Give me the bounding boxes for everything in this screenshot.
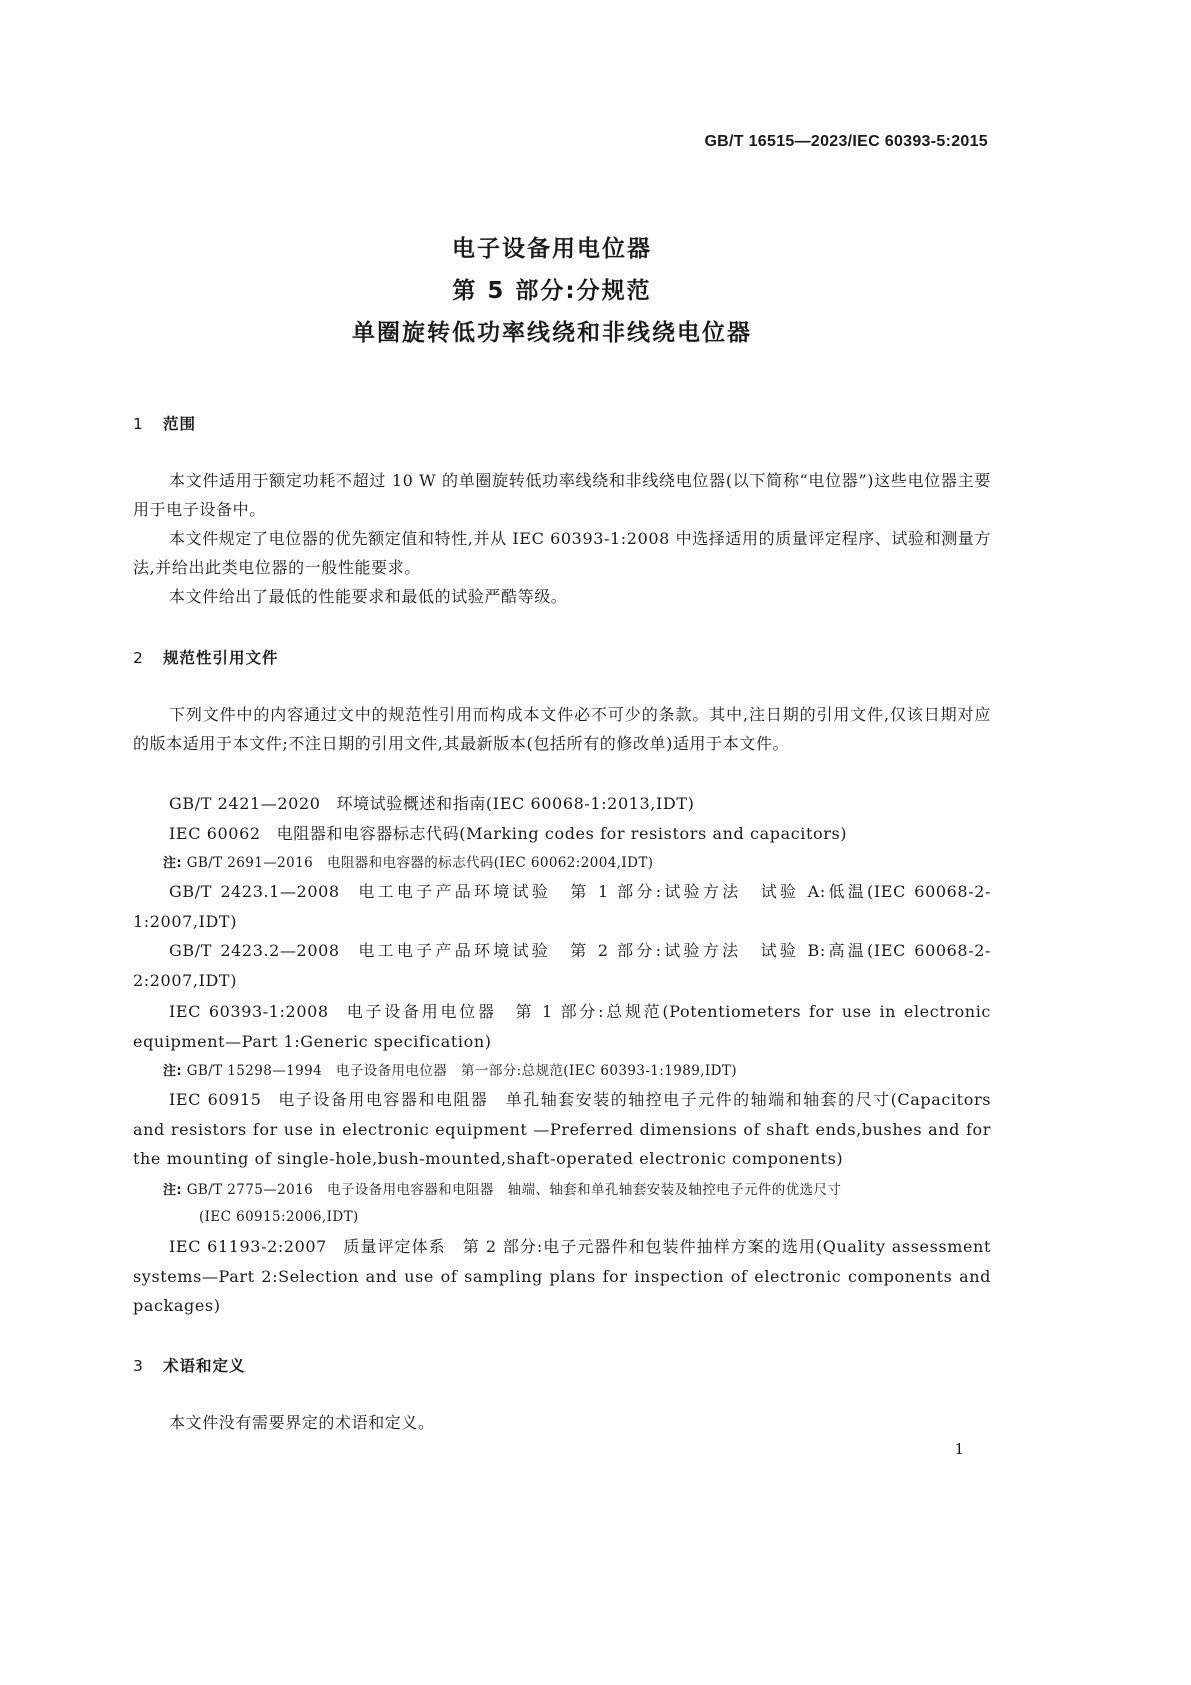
scope-paragraph-1: 本文件适用于额定功耗不超过 10 W 的单圈旋转低功率线绕和非线绕电位器(以下简称“电位器”)这些电位器主要用于电子设备中。 bbox=[133, 471, 991, 519]
reference-title: 电子设备用电位器 第 1 部分:总规范(Potentiometers for use in electronic equipment—Part 1:Generic specification) bbox=[133, 1002, 991, 1051]
reference-entry bbox=[133, 1085, 991, 1174]
scope-paragraph-2: 本文件规定了电位器的优先额定值和特性,并从 IEC 60393-1:2008 中选择适用的质量评定程序、试验和测量方法,并给出此类电位器的一般性能要求。 bbox=[133, 529, 991, 577]
reference-title: 环境试验概述和指南(IEC 60068-1:2013,IDT) bbox=[336, 794, 695, 813]
page-number: 1 bbox=[954, 1440, 964, 1458]
section-1-heading bbox=[133, 412, 196, 434]
reference-title: 电工电子产品环境试验 第 2 部分:试验方法 试验 B:高温(IEC 60068-2-2:2007,IDT) bbox=[133, 941, 991, 990]
reference-entry bbox=[133, 877, 991, 936]
reference-code: GB/T 2423.1—2008 bbox=[169, 882, 340, 901]
reference-code: IEC 60393-1:2008 bbox=[169, 1002, 329, 1021]
reference-note bbox=[163, 850, 991, 877]
note-label: 注: bbox=[163, 856, 182, 871]
reference-title: 电子设备用电容器和电阻器 单孔轴套安装的轴控电子元件的轴端和轴套的尺寸(Capacitors and resistors for use in electronic equipment —Preferred dimensions of shaft ends,bushes and for the mounting of single-hole,bush-mounted,shaft-operated electronic components) bbox=[133, 1090, 991, 1168]
scope-paragraph-3: 本文件给出了最低的性能要求和最低的试验严酷等级。 bbox=[169, 587, 568, 606]
terms-paragraph: 本文件没有需要界定的术语和定义。 bbox=[169, 1413, 435, 1432]
section-title: 范围 bbox=[163, 415, 197, 433]
reference-entry bbox=[133, 789, 991, 819]
reference-title: 电工电子产品环境试验 第 1 部分:试验方法 试验 A:低温(IEC 60068-2-1:2007,IDT) bbox=[133, 882, 991, 931]
reference-entry bbox=[133, 819, 991, 849]
section-title: 术语和定义 bbox=[163, 1357, 246, 1375]
reference-code: GB/T 2423.2—2008 bbox=[169, 941, 340, 960]
title-line-1: 电子设备用电位器 bbox=[452, 236, 652, 262]
title-line-3: 单圈旋转低功率线绕和非线绕电位器 bbox=[352, 320, 752, 346]
reference-entry bbox=[133, 997, 991, 1056]
reference-note bbox=[163, 1177, 991, 1230]
section-number: 1 bbox=[133, 415, 144, 433]
reference-note bbox=[163, 1058, 991, 1085]
note-label: 注: bbox=[163, 1183, 182, 1198]
reference-code: IEC 60062 bbox=[169, 824, 261, 843]
note-text: GB/T 15298—1994 电子设备用电位器 第一部分:总规范(IEC 60393-1:1989,IDT) bbox=[186, 1063, 737, 1079]
reference-entry bbox=[133, 1232, 991, 1321]
reference-code: GB/T 2421—2020 bbox=[169, 794, 321, 813]
note-text: GB/T 2691—2016 电阻器和电容器的标志代码(IEC 60062:2004,IDT) bbox=[186, 855, 654, 871]
standard-code: GB/T 16515—2023/IEC 60393-5:2015 bbox=[704, 133, 988, 150]
section-title: 规范性引用文件 bbox=[163, 649, 279, 667]
reference-code: IEC 61193-2:2007 bbox=[169, 1237, 327, 1256]
reference-entry bbox=[133, 936, 991, 995]
section-2-heading bbox=[133, 646, 279, 668]
references-intro: 下列文件中的内容通过文中的规范性引用而构成本文件必不可少的条款。其中,注日期的引用文件,仅该日期对应的版本适用于本文件;不注日期的引用文件,其最新版本(包括所有的修改单)适用于本文件。 bbox=[133, 705, 991, 753]
section-number: 3 bbox=[133, 1357, 144, 1375]
note-continuation: (IEC 60915:2006,IDT) bbox=[199, 1209, 359, 1225]
section-3-heading bbox=[133, 1354, 246, 1376]
note-label: 注: bbox=[163, 1064, 182, 1079]
reference-code: IEC 60915 bbox=[169, 1090, 262, 1109]
reference-title: 质量评定体系 第 2 部分:电子元器件和包装件抽样方案的选用(Quality assessment systems—Part 2:Selection and use of sampling plans for inspection of electronic components and packages) bbox=[133, 1237, 991, 1315]
note-text: GB/T 2775—2016 电子设备用电容器和电阻器 轴端、轴套和单孔轴套安装及轴控电子元件的优选尺寸 bbox=[186, 1182, 842, 1198]
reference-title: 电阻器和电容器标志代码(Marking codes for resistors and capacitors) bbox=[276, 824, 848, 843]
section-number: 2 bbox=[133, 649, 144, 667]
title-line-2: 第 5 部分:分规范 bbox=[452, 278, 652, 304]
